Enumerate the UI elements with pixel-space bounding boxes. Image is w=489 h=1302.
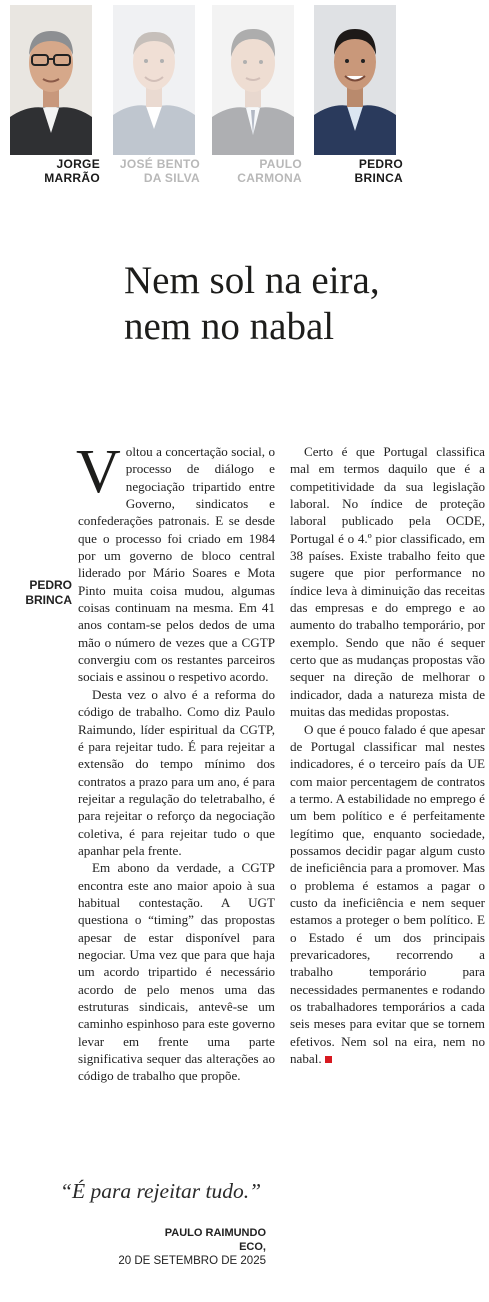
pull-quote: “É para rejeitar tudo.”: [60, 1179, 262, 1203]
article-column-1: [76, 438, 275, 1085]
article-title-line-1: Nem sol na eira,: [124, 259, 380, 302]
columnist-last-name: CARMONA: [237, 171, 302, 185]
article-paragraph-4: Certo é que Portugal classifica mal em termos daquilo que é a competitividade da sua legislação laboral. No índice de proteção laboral publicado pela OCDE, Portugal é o 4.º pior classificado, em 38 países. Existe trabalho feito que sugere que pior performance no índice leva à diminuição das receitas das empresas e do emprego e ao aumento do trabalho temporário, por exemplo. Sendo que não é sequer certo que as mudanças propostas vão sequer na direção de melhorar o indicador, dada a natureza mista de muitas das medidas propostas.: [290, 444, 485, 720]
quote-date: 20 DE SETEMBRO DE 2025: [118, 1255, 266, 1267]
columnist-first-name: PAULO: [259, 157, 302, 171]
paragraph-5-text: O que é pouco falado é que apesar de Portugal classificar mal nestes indicadores, é o terceiro país da UE com maior percentagem de contratos a termo. A estabilidade no emprego é um bem político e é perfeitamente legítimo que, enquanto sociedade, possamos decidir pagar algum custo de ineficiência para a promover. Mas o problema é estamos a pagar o custo da ineficiência e nem sequer estamos a proteger o bem político. E o Estado é um dos principais prevaricadores, recorrendo a trabalho temporário para necessidades permanentes e rodando os trabalhadores temporários a cada seis meses para evitar que se tornem efetivos. Nem sol na eira, nem no nabal.: [290, 721, 485, 1067]
article-paragraph-5: [290, 721, 485, 1068]
end-mark-icon: [325, 1056, 332, 1063]
byline-first-name: PEDRO: [29, 578, 72, 592]
article-paragraph-1: [76, 438, 275, 686]
columnist-last-name: MARRÃO: [44, 171, 100, 185]
columnist-last-name: DA SILVA: [143, 171, 200, 185]
article-byline: [4, 578, 72, 608]
article-title: [124, 258, 464, 350]
drop-cap: V: [76, 438, 121, 506]
columnist-first-name: PEDRO: [358, 157, 403, 171]
portrait-jorge-marrao: [10, 5, 92, 155]
columnist-name-pedro-brinca: [303, 157, 403, 185]
byline-last-name: BRINCA: [25, 593, 72, 607]
pull-quote-attribution: [90, 1226, 266, 1268]
article-title-line-2: nem no nabal: [124, 305, 335, 348]
paragraph-1-text: oltou a concertação social, o processo de diálogo e negociação tripartido entre Governo, sindicatos e confederações patronais. E se desde que o processo foi criado em 1984 por um governo de bloco central liderado por Mário Soares e Mota Pinto muita coisa mudou, algumas coisas continuam na mesma. Em 41 anos contam-se pelos dedos de uma mão o número de vezes que a CGTP convergiu com os restantes parceiros sociais e assinou o respetivo acordo.: [78, 444, 275, 685]
columnist-name-jose-bento-da-silva: [100, 157, 200, 185]
columnist-first-name: JORGE: [56, 157, 100, 171]
columnist-name-jorge-marrao: [0, 157, 100, 185]
portrait-pedro-brinca: [314, 5, 396, 155]
article-paragraph-3: Em abono da verdade, a CGTP encontra este ano maior apoio à sua habitual contestação. A UGT questiona o “timing” das propostas apesar de estar disponível para negociar. Uma vez que para que haja um acordo tripartido é necessário acordo de pelo menos uma das estruturas sindicais, antevê-se um caminho espinhoso para este governo levar em frente uma parte significativa sequer das alterações ao código de trabalho que propõe.: [78, 860, 275, 1084]
portrait-paulo-carmona: [212, 5, 294, 155]
article-paragraph-2: Desta vez o alvo é a reforma do código de trabalho. Como diz Paulo Raimundo, líder espiritual da CGTP, é para rejeitar tudo. É para rejeitar a extensão do tempo mínimo dos contratos a prazo para um ano, é para rejeitar a regulação do teletrabalho, é para rejeitar o reforço da negociação coletiva, é para rejeitar tudo o que apanhar pela frente.: [78, 686, 275, 858]
columnist-last-name: BRINCA: [354, 171, 403, 185]
portrait-jose-bento-da-silva: [113, 5, 195, 155]
quote-author: PAULO RAIMUNDO: [164, 1227, 266, 1239]
columnist-first-name: JOSÉ BENTO: [119, 157, 200, 171]
quote-source: ECO,: [239, 1241, 266, 1253]
columnist-name-paulo-carmona: [202, 157, 302, 185]
article-column-2: [290, 443, 485, 1067]
